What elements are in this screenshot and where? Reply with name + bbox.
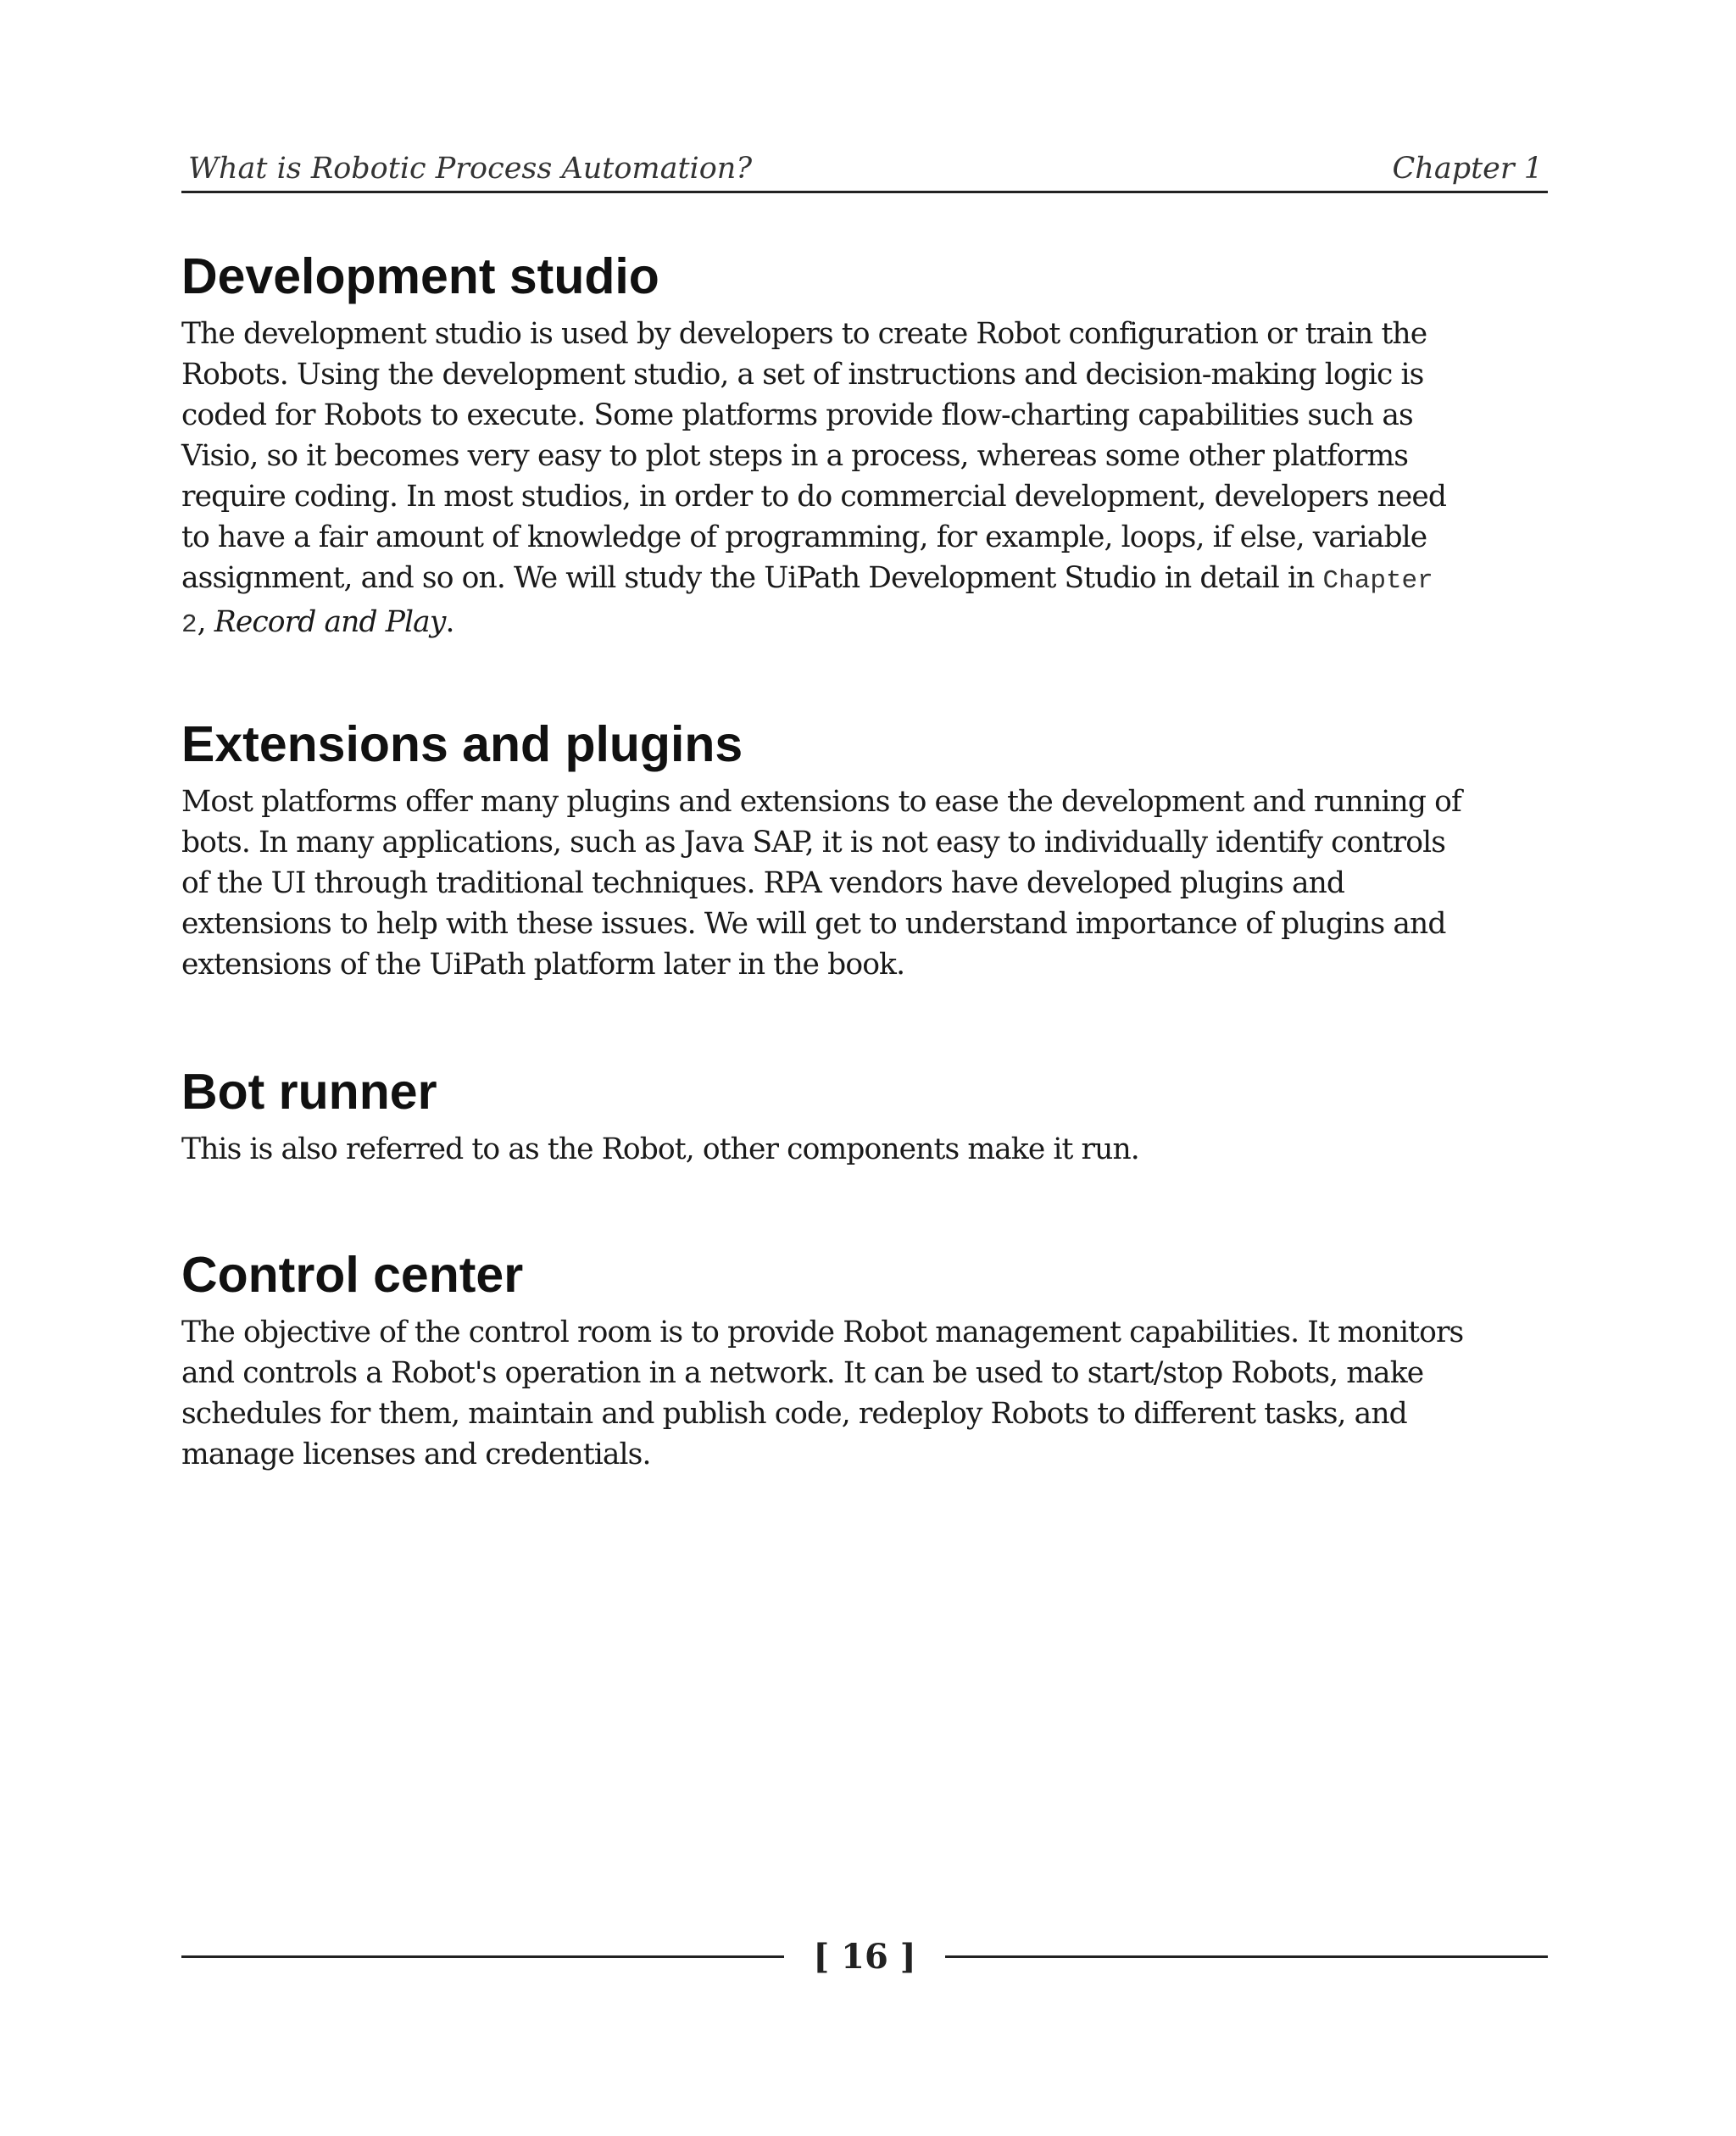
paragraph-line: extensions of the UiPath platform later in the book. [181, 948, 905, 982]
footer-rule-right [945, 1955, 1548, 1958]
paragraph-line: extensions to help with these issues. We will get to understand importance of plugins and [181, 907, 1446, 941]
paragraph-line [181, 602, 1548, 646]
section-heading: Control center [181, 1247, 524, 1303]
chapter-title-reference: Record and Play [214, 605, 446, 639]
section-paragraph [181, 1312, 1548, 1475]
reference-separator: , [197, 605, 214, 639]
paragraph-line: The development studio is used by developers to create Robot configuration or train the [181, 317, 1427, 351]
paragraph-line: manage licenses and credentials. [181, 1438, 651, 1471]
reference-end: . [445, 605, 454, 639]
paragraph-line: Most platforms offer many plugins and extensions to ease the development and running of [181, 785, 1461, 819]
section-heading: Bot runner [181, 1064, 437, 1120]
document-page [181, 0, 1548, 2136]
section-control-center [181, 1244, 1548, 1475]
paragraph-line: bots. In many applications, such as Java SAP, it is not easy to individually identify controls [181, 826, 1446, 859]
section-bot-runner [181, 1061, 1548, 1170]
paragraph-text: assignment, and so on. We will study the UiPath Development Studio in detail in [181, 561, 1323, 595]
section-heading: Extensions and plugins [181, 716, 743, 772]
section-extensions-and-plugins [181, 714, 1548, 985]
paragraph-line: Visio, so it becomes very easy to plot steps in a process, whereas some other platforms [181, 439, 1409, 473]
section-paragraph [181, 782, 1548, 985]
paragraph-line: This is also referred to as the Robot, other components make it run. [181, 1132, 1139, 1166]
section-development-studio [181, 246, 1548, 646]
paragraph-line: and controls a Robot's operation in a network. It can be used to start/stop Robots, make [181, 1356, 1424, 1390]
header-book-title: What is Robotic Process Automation? [188, 152, 753, 186]
section-paragraph [181, 1129, 1548, 1170]
page-number: [ 16 ] [813, 1936, 916, 1977]
header-chapter: Chapter 1 [1392, 152, 1543, 186]
section-paragraph [181, 314, 1548, 646]
code-reference: Chapter [1322, 566, 1433, 596]
paragraph-line: require coding. In most studios, in order to do commercial development, developers need [181, 480, 1447, 514]
paragraph-line: of the UI through traditional techniques. RPA vendors have developed plugins and [181, 866, 1345, 900]
paragraph-line: The objective of the control room is to provide Robot management capabilities. It monitors [181, 1316, 1464, 1349]
running-header [181, 142, 1548, 193]
page-footer [181, 1931, 1548, 1982]
code-reference: 2 [181, 610, 198, 640]
paragraph-line: schedules for them, maintain and publish code, redeploy Robots to different tasks, and [181, 1397, 1407, 1431]
footer-rule-left [181, 1955, 784, 1958]
paragraph-line: Robots. Using the development studio, a set of instructions and decision-making logic is [181, 358, 1424, 392]
paragraph-line: coded for Robots to execute. Some platforms provide flow-charting capabilities such as [181, 398, 1413, 432]
section-heading: Development studio [181, 248, 659, 304]
paragraph-line [181, 558, 1548, 602]
paragraph-line: to have a fair amount of knowledge of programming, for example, loops, if else, variable [181, 520, 1427, 554]
